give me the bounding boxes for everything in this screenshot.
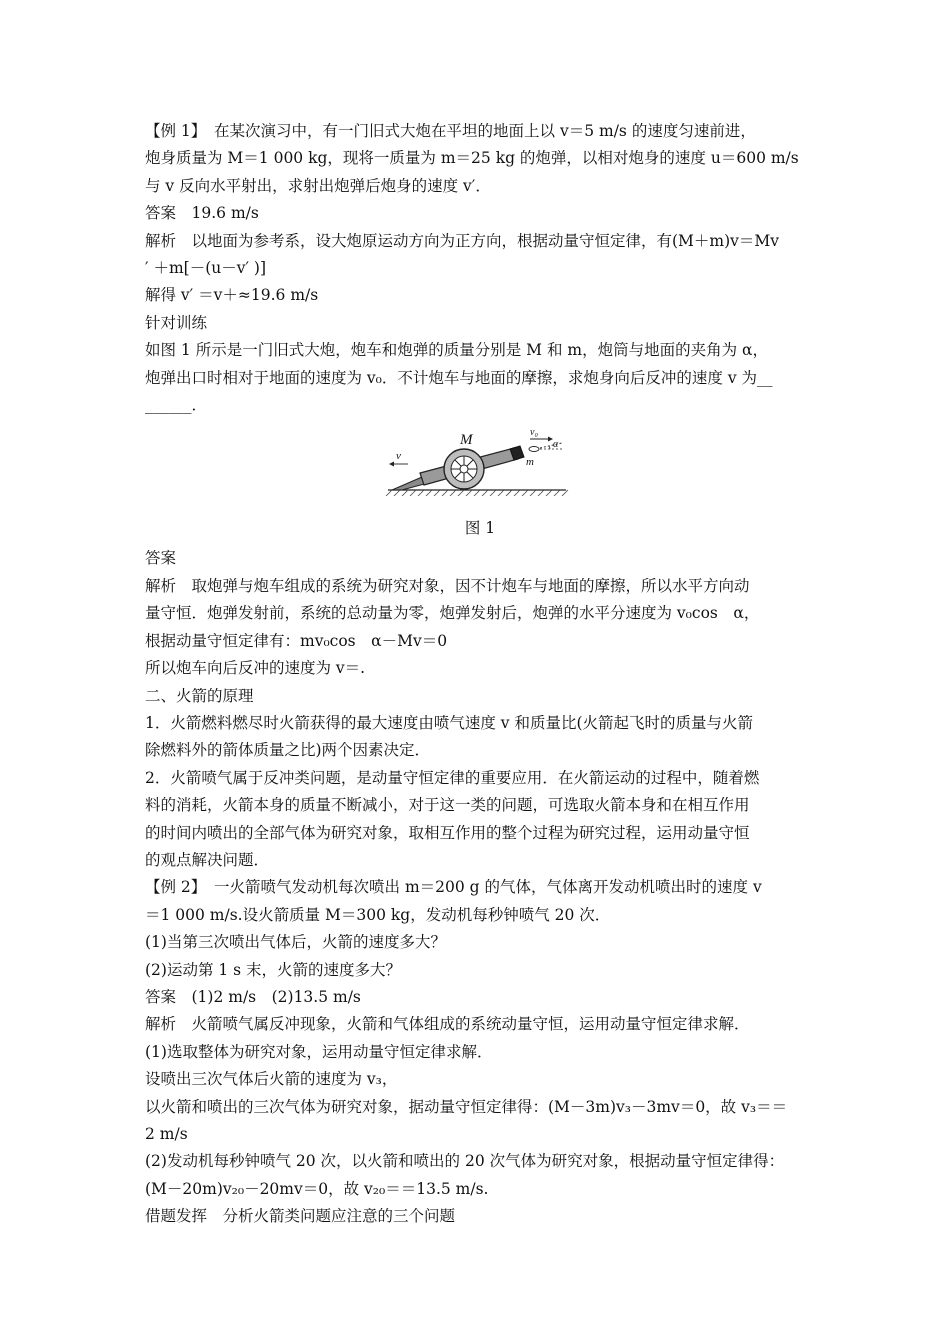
text-line: 二、火箭的原理 [145, 686, 254, 705]
label-v0: v₀ [530, 427, 538, 439]
alpha-arc [549, 446, 550, 449]
text-line: ′ ＋m[－(u－v′ )] [145, 259, 267, 278]
document-page [145, 118, 815, 1231]
text-line: 炮弹出口时相对于地面的速度为 v₀．不计炮车与地面的摩擦，求炮身向后反冲的速度 v 为__ [145, 368, 773, 387]
text-line: 解析 以地面为参考系，设大炮原运动方向为正方向，根据动量守恒定律，有(M＋m)v＝Mv [145, 231, 780, 250]
text-line: 根据动量守恒定律有：mv₀cos α－Mv＝0 [145, 631, 448, 650]
text-line: 的观点解决问题． [145, 850, 270, 869]
label-M: M [460, 432, 473, 449]
text-line: (1)选取整体为研究对象，运用动量守恒定律求解． [145, 1042, 493, 1061]
text-line: ______． [145, 396, 208, 415]
text-line: (2)发动机每秒钟喷气 20 次，以火箭和喷出的 20 次气体为研究对象，根据动量守恒定律得： [145, 1152, 785, 1171]
text-line: (2)运动第 1 s 末，火箭的速度多大？ [145, 960, 402, 979]
text-line: 2．火箭喷气属于反冲类问题，是动量守恒定律的重要应用．在火箭运动的过程中，随着燃 [145, 768, 760, 787]
text-line: 答案 19.6 m/s [145, 204, 259, 223]
text-line: 【例 1】 在某次演习中，有一门旧式大炮在平坦的地面上以 v＝5 m/s 的速度匀速前进， [145, 122, 756, 140]
text-line: (M－20m)v₂₀－20mv＝0，故 v₂₀＝＝13.5 m/s. [145, 1179, 489, 1198]
label-v: v [396, 450, 401, 463]
text-line: 与 v 反向水平射出，求射出炮弹后炮身的速度 v′． [145, 176, 491, 195]
trajectory-line [540, 443, 562, 448]
text-line: 以火箭和喷出的三次气体为研究对象，据动量守恒定律得：(M－3m)v₃－3mv＝0，故 v₃＝＝ [145, 1097, 788, 1116]
text-line: 解析 火箭喷气属反冲现象，火箭和气体组成的系统动量守恒，运用动量守恒定律求解． [145, 1015, 750, 1034]
text-line: 所以炮车向后反冲的速度为 v＝. [145, 659, 366, 678]
label-alpha: α [553, 439, 559, 451]
text-line: 答案 [145, 549, 177, 568]
text-line: (1)当第三次喷出气体后，火箭的速度多大？ [145, 933, 446, 952]
ground-hatching [386, 490, 568, 496]
text-line: 针对训练 [145, 313, 208, 332]
cannon-diagram [380, 423, 570, 517]
text-line: 的时间内喷出的全部气体为研究对象，取相互作用的整个过程为研究过程，运用动量守恒 [145, 823, 750, 842]
text-line: 1．火箭燃料燃尽时火箭获得的最大速度由喷气速度 v 和质量比(火箭起飞时的质量与火箭 [145, 713, 754, 732]
text-block-top [145, 118, 815, 419]
text-line: 如图 1 所示是一门旧式大炮，炮车和炮弹的质量分别是 M 和 m，炮筒与地面的夹角为 α， [145, 341, 768, 360]
text-line: 2 m/s [145, 1125, 188, 1143]
cannon-shell [529, 447, 539, 452]
text-line: 【例 2】 一火箭喷气发动机每次喷出 m＝200 g 的气体，气体离开发动机喷出时的速度 v [145, 878, 762, 897]
text-line: 量守恒．炮弹发射前，系统的总动量为零，炮弹发射后，炮弹的水平分速度为 v₀cos α， [145, 604, 760, 623]
text-line: ＝1 000 m/s.设火箭质量 M＝300 kg，发动机每秒钟喷气 20 次． [145, 905, 611, 924]
text-line: 借题发挥 分析火箭类问题应注意的三个问题 [145, 1207, 456, 1226]
label-m: m [526, 456, 534, 469]
text-line: 除燃料外的箭体质量之比)两个因素决定． [145, 741, 431, 760]
figure-caption: 图 1 [464, 519, 496, 538]
text-line: 解析 取炮弹与炮车组成的系统为研究对象，因不计炮车与地面的摩擦，所以水平方向动 [145, 576, 750, 595]
figure-1 [145, 419, 815, 545]
text-block-bottom [145, 545, 815, 1230]
text-line: 解得 v′ ＝v＋≈19.6 m/s [145, 286, 319, 305]
text-line: 设喷出三次气体后火箭的速度为 v₃， [145, 1070, 398, 1089]
text-line: 炮身质量为 M＝1 000 kg，现将一质量为 m＝25 kg 的炮弹，以相对炮身的速度 u＝600 m/s [145, 149, 799, 168]
text-line: 料的消耗，火箭本身的质量不断减小，对于这一类的问题，可选取火箭本身和在相互作用 [145, 796, 750, 815]
text-line: 答案 (1)2 m/s (2)13.5 m/s [145, 987, 361, 1006]
